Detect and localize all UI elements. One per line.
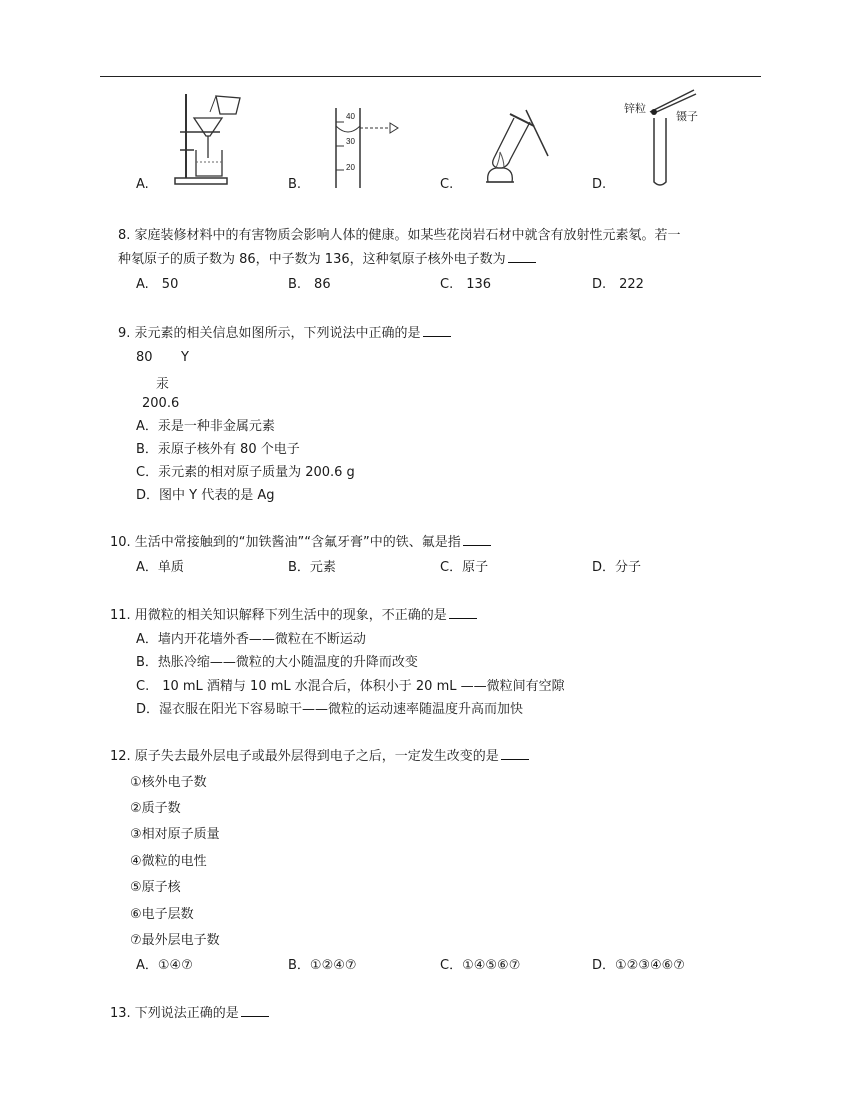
header-rule <box>100 76 761 77</box>
answer-blank <box>501 747 529 760</box>
q11-option-b: B．热胀冷缩——微粒的大小随温度的升降而改变 <box>136 655 418 670</box>
q10-option-b: B．元素 <box>288 560 336 575</box>
q8-option-b: B. 86 <box>288 277 331 292</box>
q7-option-c: C. <box>440 177 454 192</box>
q10-option-a: A．单质 <box>136 560 184 575</box>
q12-stem: 12. 原子失去最外层电子或最外层得到电子之后，一定发生改变的是 <box>110 745 529 764</box>
q8-option-c: C. 136 <box>440 277 492 292</box>
q13-stem: 13. 下列说法正确的是 <box>110 1002 269 1021</box>
element-atomic-mass: 200.6 <box>142 396 180 411</box>
q12-item: ④微粒的电性 <box>130 854 207 869</box>
q8-stem-line2: 种氡原子的质子数为 86，中子数为 136，这种氡原子核外电子数为 <box>118 248 536 267</box>
q8-option-d: D. 222 <box>592 277 644 292</box>
answer-blank <box>508 250 536 263</box>
q12-item: ⑥电子层数 <box>130 907 194 922</box>
q12-option-d: D．①②③④⑥⑦ <box>592 958 685 973</box>
q10-stem: 10. 生活中常接触到的“加铁酱油”“含氟牙膏”中的铁、氟是指 <box>110 531 491 550</box>
q10-option-c: C．原子 <box>440 560 489 575</box>
figure-d-test-tube-zinc <box>640 84 710 188</box>
element-name: 汞 <box>156 377 170 392</box>
cylinder-tick-30: 30 <box>346 137 355 146</box>
figure-c-heating-test-tube <box>470 104 560 188</box>
answer-blank <box>463 533 491 546</box>
q7-option-b: B. <box>288 177 302 192</box>
q8-stem-line1: 8. 家庭装修材料中的有害物质会影响人体的健康。如某些花岗岩石材中就含有放射性元素氡。若一 <box>118 228 681 243</box>
answer-blank <box>449 606 477 619</box>
q11-option-d: D．湿衣服在阳光下容易晾干——微粒的运动速率随温度升高而加快 <box>136 702 524 717</box>
q10-option-d: D．分子 <box>592 560 642 575</box>
q12-option-b: B．①②④⑦ <box>288 958 357 973</box>
q12-option-c: C．①④⑤⑥⑦ <box>440 958 521 973</box>
cylinder-tick-40: 40 <box>346 112 355 121</box>
cylinder-tick-20: 20 <box>346 163 355 172</box>
figure-a-filtration <box>170 92 250 188</box>
q12-item: ①核外电子数 <box>130 775 207 790</box>
q9-stem: 9. 汞元素的相关信息如图所示，下列说法中正确的是 <box>118 322 451 341</box>
q11-option-c: C. 10 mL 酒精与 10 mL 水混合后，体积小于 20 mL ——微粒间有空隙 <box>136 679 565 694</box>
label-zinc: 锌粒 <box>624 102 646 115</box>
element-atomic-number: 80 <box>136 350 153 365</box>
q9-option-b: B．汞原子核外有 80 个电子 <box>136 442 300 457</box>
q12-item: ⑤原子核 <box>130 880 181 895</box>
answer-blank <box>423 324 451 337</box>
q7-option-a: A. <box>136 177 149 192</box>
element-symbol: Y <box>181 350 189 365</box>
figure-b-graduated-cylinder <box>330 108 410 188</box>
q9-option-a: A．汞是一种非金属元素 <box>136 419 275 434</box>
q9-option-c: C．汞元素的相对原子质量为 200.6 g <box>136 465 355 480</box>
q11-stem: 11. 用微粒的相关知识解释下列生活中的现象，不正确的是 <box>110 604 477 623</box>
q12-item: ⑦最外层电子数 <box>130 933 220 948</box>
answer-blank <box>241 1004 269 1017</box>
q9-option-d: D．图中 Y 代表的是 Ag <box>136 488 275 503</box>
q12-option-a: A．①④⑦ <box>136 958 193 973</box>
q8-option-a: A. 50 <box>136 277 179 292</box>
label-tweezers: 镊子 <box>676 110 698 123</box>
q12-item: ②质子数 <box>130 801 181 816</box>
q11-option-a: A．墙内开花墙外香——微粒在不断运动 <box>136 632 366 647</box>
q7-option-d: D. <box>592 177 607 192</box>
q12-item: ③相对原子质量 <box>130 827 220 842</box>
